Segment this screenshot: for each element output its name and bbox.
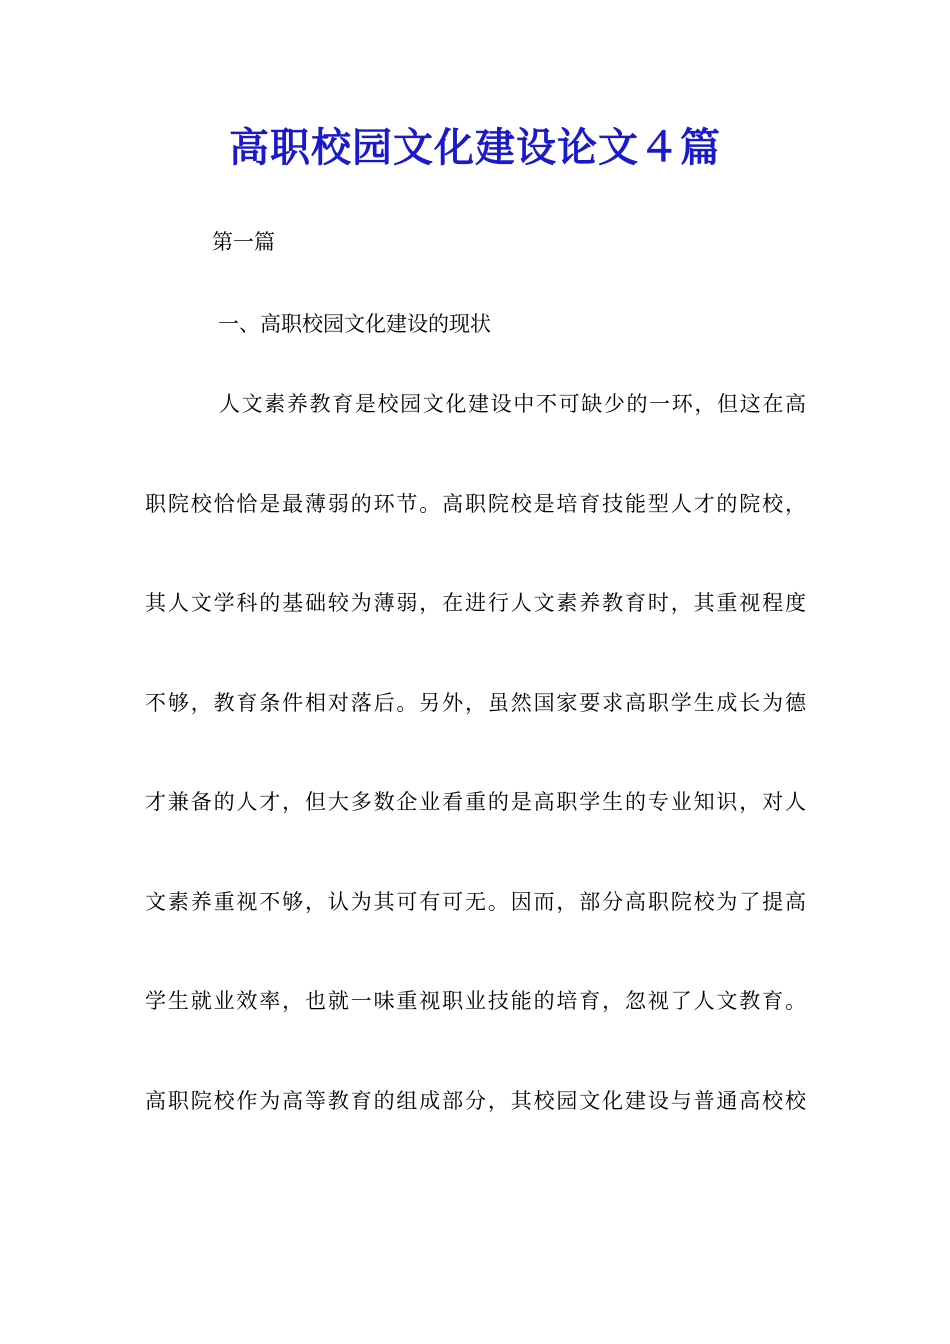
body-paragraph: [145, 388, 806, 1184]
section-heading: 一、高职校园文化建设的现状: [218, 312, 491, 336]
body-line: 不够，教育条件相对落后。另外，虽然国家要求高职学生成长为德: [145, 690, 806, 715]
body-line: 学生就业效率，也就一味重视职业技能的培育，忽视了人文教育。: [145, 989, 806, 1013]
section-label: 第一篇: [212, 230, 275, 254]
body-line: 人文素养教育是校园文化建设中不可缺少的一环，但这在高: [219, 392, 806, 416]
body-line: 才兼备的人才，但大多数企业看重的是高职学生的专业知识，对人: [145, 790, 806, 814]
body-line: 高职院校作为高等教育的组成部分，其校园文化建设与普通高校校: [145, 1088, 806, 1113]
body-line: 其人文学科的基础较为薄弱，在进行人文素养教育时，其重视程度: [145, 591, 806, 615]
body-line: 职院校恰恰是最薄弱的环节。高职院校是培育技能型人才的院校，: [145, 491, 806, 516]
body-line: 文素养重视不够，认为其可有可无。因而，部分高职院校为了提高: [145, 889, 806, 914]
document-title: 高职校园文化建设论文４篇: [229, 124, 721, 171]
